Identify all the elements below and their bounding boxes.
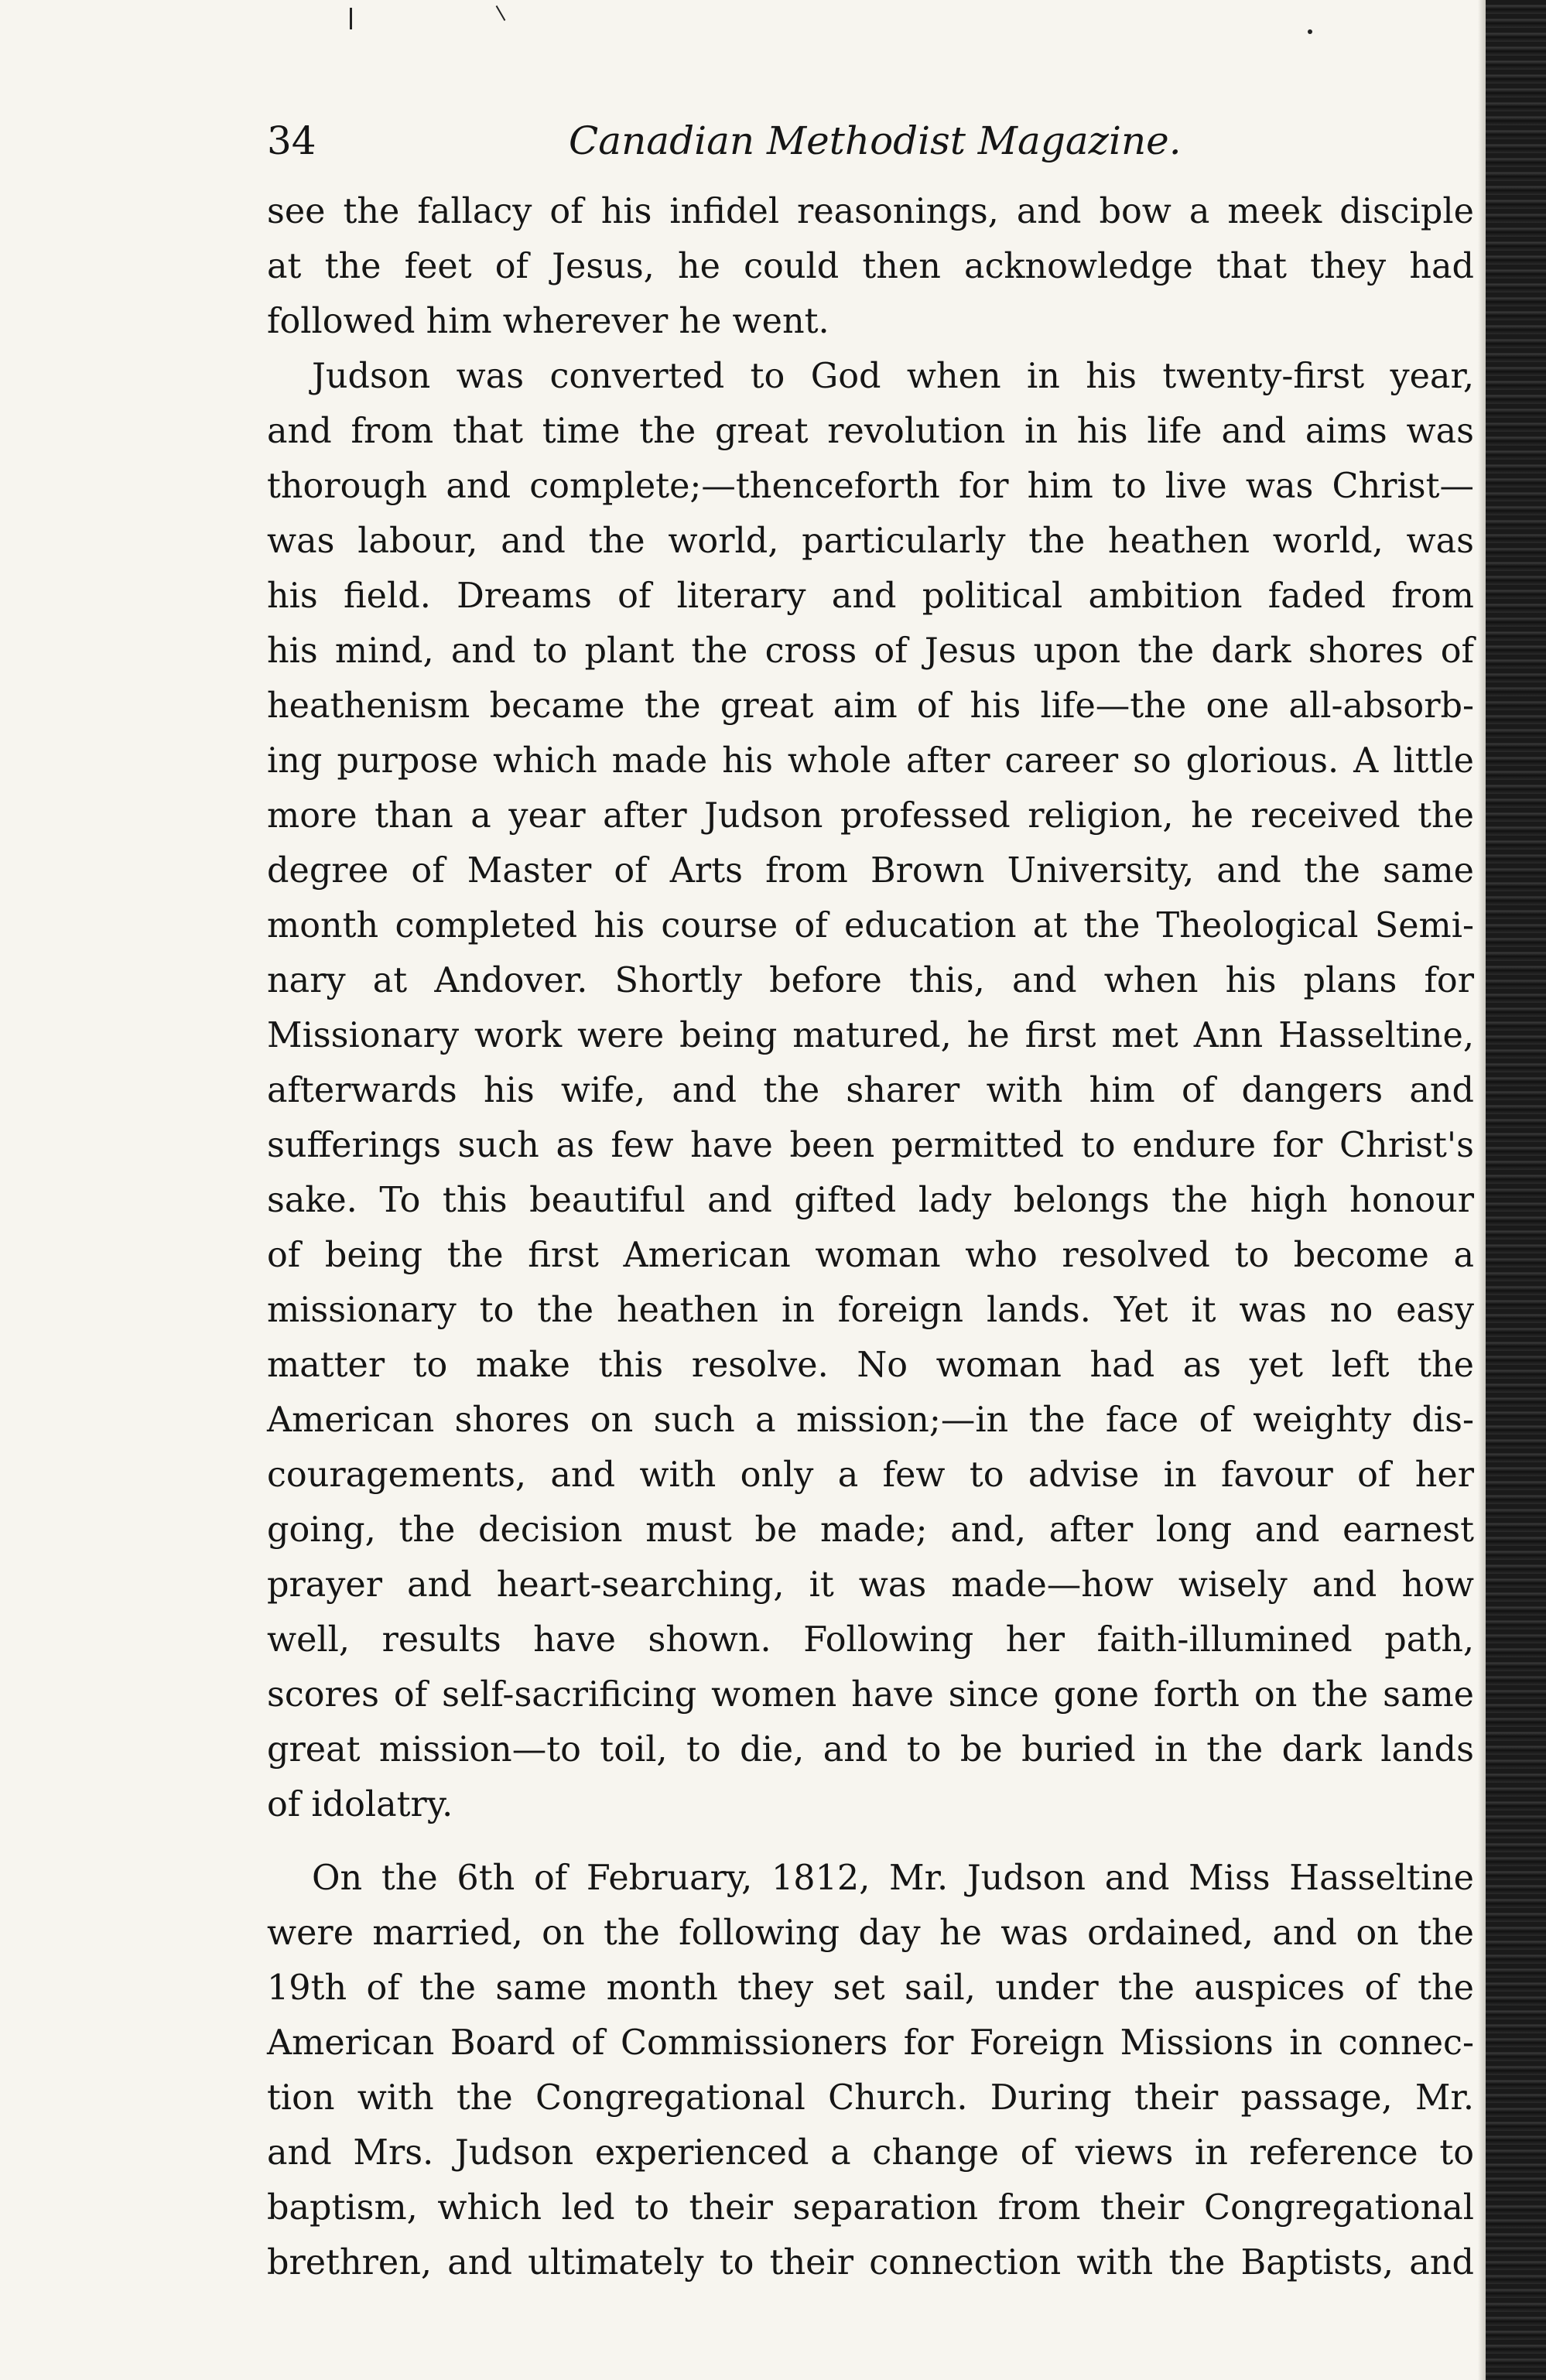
text-line: American shores on such a mission;—in the face of weighty dis- [267, 1400, 1474, 1440]
text-line: of being the first American woman who resolved to become a [267, 1236, 1474, 1275]
text-line: month completed his course of education at the Theological Semi- [267, 906, 1474, 946]
text-line: nary at Andover. Shortly before this, and when his plans for [267, 961, 1474, 1000]
text-line: tion with the Congregational Church. During their passage, Mr. [267, 2078, 1474, 2118]
paragraph [267, 1851, 1474, 2290]
text-line: scores of self-sacrificing women have since gone forth on the same [267, 1675, 1474, 1715]
text-line: going, the decision must be made; and, after long and earnest [267, 1510, 1474, 1550]
text-line: brethren, and ultimately to their connection with the Baptists, and [267, 2243, 1474, 2283]
text-line: On the 6th of February, 1812, Mr. Judson and Miss Hasseltine [312, 1859, 1474, 1898]
text-line: followed him wherever he went. [267, 302, 829, 341]
page-fold-shadow [1478, 0, 1486, 2380]
text-line: was labour, and the world, particularly the heathen world, was [267, 521, 1474, 561]
text-line: sufferings such as few have been permitted to endure for Christ's [267, 1126, 1474, 1165]
paragraph [267, 349, 1474, 1832]
text-line: degree of Master of Arts from Brown University, and the same [267, 851, 1474, 891]
scan-speck [496, 5, 506, 21]
text-line: American Board of Commissioners for Foreign Missions in connec- [267, 2023, 1474, 2063]
text-line: baptism, which led to their separation from their Congregational [267, 2188, 1474, 2228]
text-line: prayer and heart-searching, it was made—how wisely and how [267, 1565, 1474, 1605]
text-line: his field. Dreams of literary and political ambition faded from [267, 576, 1474, 616]
text-line: were married, on the following day he was ordained, and on the [267, 1913, 1474, 1953]
text-line: and Mrs. Judson experienced a change of views in reference to [267, 2133, 1474, 2173]
scan-speck [1308, 29, 1312, 34]
page-header [267, 110, 1459, 172]
text-line: his mind, and to plant the cross of Jesus upon the dark shores of [267, 631, 1474, 671]
text-line: thorough and complete;—thenceforth for him to live was Christ— [267, 467, 1474, 506]
text-line: couragements, and with only a few to advise in favour of her [267, 1455, 1474, 1495]
text-line: matter to make this resolve. No woman had as yet left the [267, 1346, 1474, 1385]
text-line: Missionary work were being matured, he first met Ann Hasseltine, [267, 1016, 1474, 1055]
text-line: at the feet of Jesus, he could then acknowledge that they had [267, 247, 1474, 286]
text-line: 19th of the same month they set sail, under the auspices of the [267, 1968, 1474, 2008]
paragraph [267, 184, 1474, 349]
running-title: Canadian Methodist Magazine. [569, 118, 1182, 163]
paragraph-gap [267, 1832, 1474, 1851]
text-line: ing purpose which made his whole after career so glorious. A little [267, 741, 1474, 781]
text-line: well, results have shown. Following her faith-illumined path, [267, 1620, 1474, 1660]
text-line: sake. To this beautiful and gifted lady belongs the high honour [267, 1181, 1474, 1220]
text-line: great mission—to toil, to die, and to be buried in the dark lands [267, 1730, 1474, 1770]
body-text [267, 184, 1474, 2290]
text-line: missionary to the heathen in foreign lands. Yet it was no easy [267, 1291, 1474, 1330]
text-line: of idolatry. [267, 1785, 453, 1824]
page-number: 34 [267, 118, 316, 163]
text-line: see the fallacy of his infidel reasonings, and bow a meek disciple [267, 192, 1474, 231]
text-line: Judson was converted to God when in his twenty-first year, [312, 357, 1474, 396]
text-line: heathenism became the great aim of his life—the one all-absorb- [267, 686, 1474, 726]
text-line: more than a year after Judson professed religion, he received the [267, 796, 1474, 836]
text-line: and from that time the great revolution in his life and aims was [267, 412, 1474, 451]
scan-speck [350, 8, 352, 29]
text-line: afterwards his wife, and the sharer with him of dangers and [267, 1071, 1474, 1110]
scan-border [1486, 0, 1546, 2380]
